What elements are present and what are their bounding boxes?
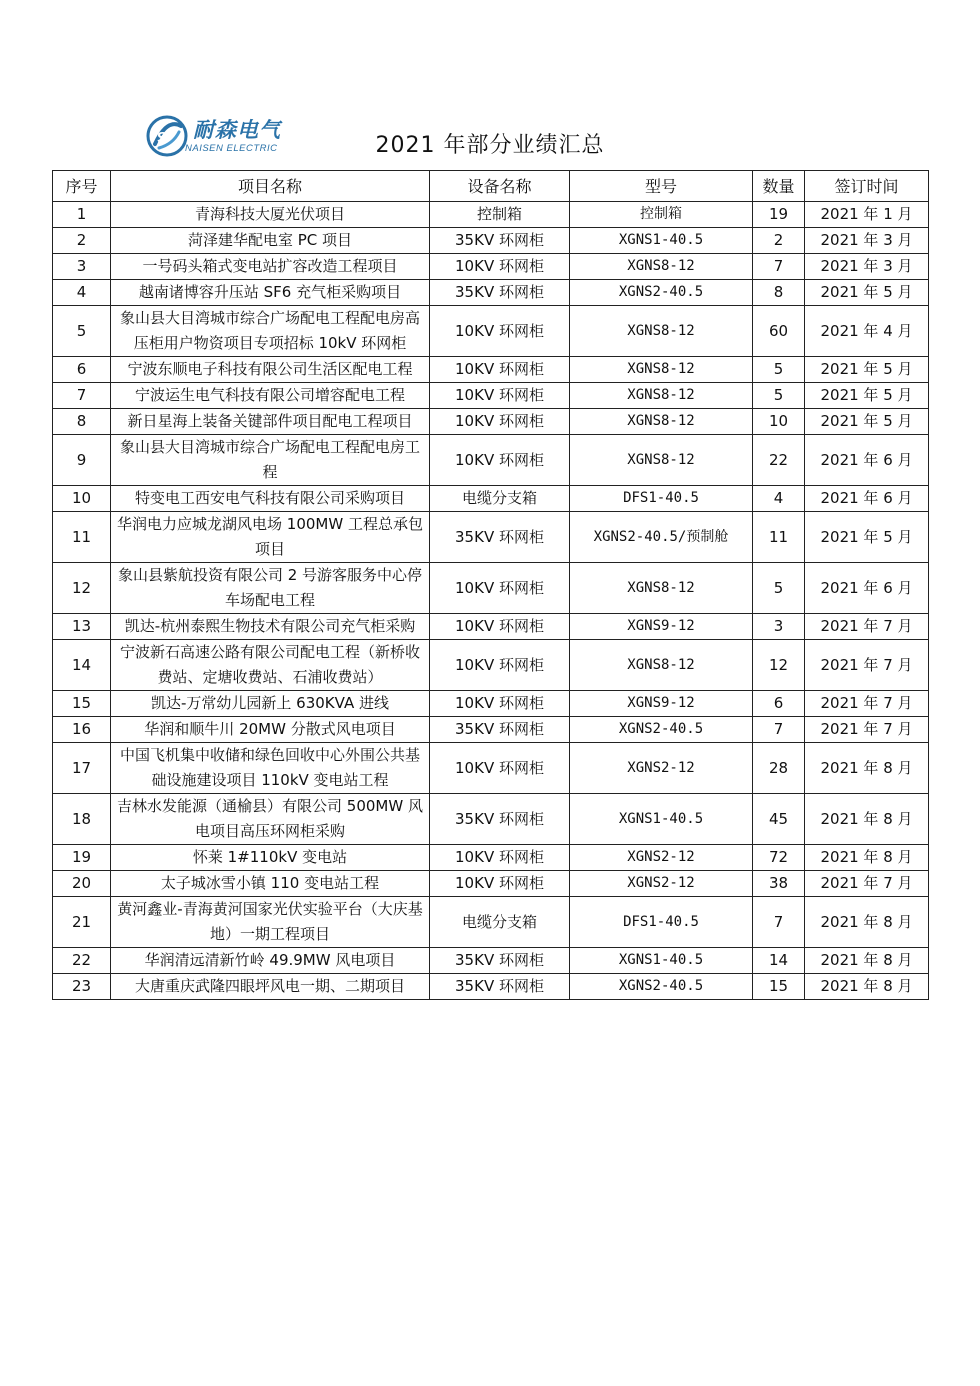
- cell-project: 宁波东顺电子科技有限公司生活区配电工程: [111, 357, 430, 383]
- table-row: [53, 254, 929, 280]
- table-row: [53, 948, 929, 974]
- table-header: [53, 171, 929, 202]
- cell-model: XGNS9-12: [570, 614, 753, 640]
- cell-qty: 7: [753, 897, 805, 948]
- cell-project: 宁波新石高速公路有限公司配电工程（新桥收费站、定塘收费站、石浦收费站）: [111, 640, 430, 691]
- table-row: [53, 512, 929, 563]
- cell-model: 控制箱: [570, 202, 753, 228]
- cell-date: 2021 年 8 月: [805, 948, 929, 974]
- cell-project: 吉林水发能源（通榆县）有限公司 500MW 风电项目高压环网柜采购: [111, 794, 430, 845]
- cell-no: 2: [53, 228, 111, 254]
- cell-no: 3: [53, 254, 111, 280]
- cell-qty: 6: [753, 691, 805, 717]
- cell-equipment: 电缆分支箱: [430, 486, 570, 512]
- cell-equipment: 35KV 环网柜: [430, 228, 570, 254]
- table-row: [53, 871, 929, 897]
- cell-no: 15: [53, 691, 111, 717]
- cell-project: 新日星海上装备关键部件项目配电工程项目: [111, 409, 430, 435]
- cell-equipment: 35KV 环网柜: [430, 280, 570, 306]
- table-row: [53, 383, 929, 409]
- cell-qty: 22: [753, 435, 805, 486]
- cell-equipment: 35KV 环网柜: [430, 948, 570, 974]
- cell-no: 9: [53, 435, 111, 486]
- cell-equipment: 控制箱: [430, 202, 570, 228]
- cell-date: 2021 年 7 月: [805, 640, 929, 691]
- cell-qty: 11: [753, 512, 805, 563]
- cell-no: 4: [53, 280, 111, 306]
- cell-no: 11: [53, 512, 111, 563]
- cell-date: 2021 年 5 月: [805, 280, 929, 306]
- table-row: [53, 974, 929, 1000]
- cell-qty: 28: [753, 743, 805, 794]
- cell-qty: 60: [753, 306, 805, 357]
- cell-qty: 15: [753, 974, 805, 1000]
- cell-project: 太子城冰雪小镇 110 变电站工程: [111, 871, 430, 897]
- table-row: [53, 409, 929, 435]
- table-row: [53, 435, 929, 486]
- cell-equipment: 10KV 环网柜: [430, 845, 570, 871]
- cell-date: 2021 年 8 月: [805, 845, 929, 871]
- cell-date: 2021 年 8 月: [805, 794, 929, 845]
- cell-model: XGNS1-40.5: [570, 228, 753, 254]
- table-row: [53, 640, 929, 691]
- cell-project: 凯达-杭州泰熙生物技术有限公司充气柜采购: [111, 614, 430, 640]
- cell-project: 青海科技大厦光伏项目: [111, 202, 430, 228]
- cell-date: 2021 年 5 月: [805, 409, 929, 435]
- column-header-project: 项目名称: [111, 171, 430, 202]
- column-header-qty: 数量: [753, 171, 805, 202]
- cell-no: 7: [53, 383, 111, 409]
- logo-name-en: NAISEN ELECTRIC: [185, 143, 278, 154]
- column-header-date: 签订时间: [805, 171, 929, 202]
- cell-project: 华润清远清新竹岭 49.9MW 风电项目: [111, 948, 430, 974]
- cell-equipment: 35KV 环网柜: [430, 512, 570, 563]
- cell-model: XGNS2-12: [570, 743, 753, 794]
- cell-no: 6: [53, 357, 111, 383]
- cell-model: XGNS2-12: [570, 845, 753, 871]
- cell-project: 凯达-万常幼儿园新上 630KVA 进线: [111, 691, 430, 717]
- cell-no: 14: [53, 640, 111, 691]
- cell-model: XGNS8-12: [570, 383, 753, 409]
- cell-date: 2021 年 4 月: [805, 306, 929, 357]
- cell-model: DFS1-40.5: [570, 897, 753, 948]
- header-row: [53, 171, 929, 202]
- cell-no: 21: [53, 897, 111, 948]
- cell-project: 菏泽建华配电室 PC 项目: [111, 228, 430, 254]
- cell-date: 2021 年 8 月: [805, 974, 929, 1000]
- cell-equipment: 10KV 环网柜: [430, 357, 570, 383]
- column-header-model: 型号: [570, 171, 753, 202]
- cell-qty: 14: [753, 948, 805, 974]
- cell-project: 华润和顺牛川 20MW 分散式风电项目: [111, 717, 430, 743]
- cell-no: 19: [53, 845, 111, 871]
- table-row: [53, 357, 929, 383]
- cell-date: 2021 年 3 月: [805, 254, 929, 280]
- table-row: [53, 691, 929, 717]
- cell-model: XGNS8-12: [570, 435, 753, 486]
- cell-equipment: 35KV 环网柜: [430, 974, 570, 1000]
- cell-date: 2021 年 6 月: [805, 563, 929, 614]
- cell-model: XGNS1-40.5: [570, 794, 753, 845]
- cell-model: DFS1-40.5: [570, 486, 753, 512]
- cell-equipment: 10KV 环网柜: [430, 254, 570, 280]
- cell-qty: 3: [753, 614, 805, 640]
- cell-date: 2021 年 7 月: [805, 717, 929, 743]
- cell-project: 象山县大目湾城市综合广场配电工程配电房工程: [111, 435, 430, 486]
- cell-equipment: 10KV 环网柜: [430, 640, 570, 691]
- cell-no: 22: [53, 948, 111, 974]
- cell-project: 黄河鑫业-青海黄河国家光伏实验平台（大庆基地）一期工程项目: [111, 897, 430, 948]
- cell-no: 17: [53, 743, 111, 794]
- cell-model: XGNS2-40.5: [570, 974, 753, 1000]
- cell-project: 越南诸博容升压站 SF6 充气柜采购项目: [111, 280, 430, 306]
- cell-model: XGNS2-40.5/预制舱: [570, 512, 753, 563]
- cell-no: 1: [53, 202, 111, 228]
- table-row: [53, 743, 929, 794]
- cell-no: 5: [53, 306, 111, 357]
- column-header-no: 序号: [53, 171, 111, 202]
- cell-date: 2021 年 3 月: [805, 228, 929, 254]
- cell-date: 2021 年 1 月: [805, 202, 929, 228]
- table-row: [53, 897, 929, 948]
- cell-project: 怀莱 1#110kV 变电站: [111, 845, 430, 871]
- cell-equipment: 10KV 环网柜: [430, 871, 570, 897]
- cell-qty: 8: [753, 280, 805, 306]
- cell-qty: 7: [753, 254, 805, 280]
- cell-qty: 5: [753, 383, 805, 409]
- cell-project: 中国飞机集中收储和绿色回收中心外围公共基础设施建设项目 110kV 变电站工程: [111, 743, 430, 794]
- cell-qty: 2: [753, 228, 805, 254]
- cell-no: 8: [53, 409, 111, 435]
- cell-qty: 10: [753, 409, 805, 435]
- page-title: 2021 年部分业绩汇总: [375, 133, 605, 158]
- table-row: [53, 845, 929, 871]
- cell-model: XGNS9-12: [570, 691, 753, 717]
- cell-qty: 12: [753, 640, 805, 691]
- cell-qty: 5: [753, 357, 805, 383]
- cell-model: XGNS8-12: [570, 306, 753, 357]
- table-row: [53, 614, 929, 640]
- cell-model: XGNS8-12: [570, 357, 753, 383]
- table-row: [53, 228, 929, 254]
- table-row: [53, 486, 929, 512]
- cell-qty: 38: [753, 871, 805, 897]
- svg-text:S: S: [157, 130, 168, 147]
- cell-no: 16: [53, 717, 111, 743]
- cell-equipment: 10KV 环网柜: [430, 409, 570, 435]
- cell-date: 2021 年 7 月: [805, 614, 929, 640]
- cell-equipment: 10KV 环网柜: [430, 691, 570, 717]
- table-row: [53, 717, 929, 743]
- cell-no: 13: [53, 614, 111, 640]
- cell-equipment: 10KV 环网柜: [430, 614, 570, 640]
- cell-date: 2021 年 6 月: [805, 435, 929, 486]
- cell-project: 华润电力应城龙湖风电场 100MW 工程总承包项目: [111, 512, 430, 563]
- cell-date: 2021 年 7 月: [805, 871, 929, 897]
- table-row: [53, 306, 929, 357]
- cell-no: 18: [53, 794, 111, 845]
- logo-name-cn: 耐森电气: [193, 117, 281, 142]
- cell-project: 宁波运生电气科技有限公司增容配电工程: [111, 383, 430, 409]
- column-header-equipment: 设备名称: [430, 171, 570, 202]
- cell-project: 一号码头箱式变电站扩容改造工程项目: [111, 254, 430, 280]
- cell-project: 特变电工西安电气科技有限公司采购项目: [111, 486, 430, 512]
- cell-model: XGNS2-40.5: [570, 280, 753, 306]
- cell-qty: 72: [753, 845, 805, 871]
- table-body: [53, 202, 929, 1000]
- cell-date: 2021 年 7 月: [805, 691, 929, 717]
- cell-no: 12: [53, 563, 111, 614]
- cell-no: 10: [53, 486, 111, 512]
- cell-equipment: 10KV 环网柜: [430, 563, 570, 614]
- cell-project: 大唐重庆武隆四眼坪风电一期、二期项目: [111, 974, 430, 1000]
- table-row: [53, 280, 929, 306]
- table-row: [53, 563, 929, 614]
- cell-project: 象山县紫航投资有限公司 2 号游客服务中心停车场配电工程: [111, 563, 430, 614]
- cell-equipment: 35KV 环网柜: [430, 794, 570, 845]
- cell-date: 2021 年 5 月: [805, 512, 929, 563]
- cell-equipment: 10KV 环网柜: [430, 306, 570, 357]
- cell-date: 2021 年 6 月: [805, 486, 929, 512]
- cell-model: XGNS2-40.5: [570, 717, 753, 743]
- cell-qty: 7: [753, 717, 805, 743]
- cell-date: 2021 年 5 月: [805, 357, 929, 383]
- cell-model: XGNS2-12: [570, 871, 753, 897]
- table-row: [53, 202, 929, 228]
- cell-model: XGNS8-12: [570, 640, 753, 691]
- cell-no: 20: [53, 871, 111, 897]
- cell-project: 象山县大目湾城市综合广场配电工程配电房高压柜用户物资项目专项招标 10kV 环网柜: [111, 306, 430, 357]
- cell-equipment: 10KV 环网柜: [430, 743, 570, 794]
- cell-qty: 4: [753, 486, 805, 512]
- cell-equipment: 35KV 环网柜: [430, 717, 570, 743]
- cell-qty: 45: [753, 794, 805, 845]
- cell-model: XGNS8-12: [570, 563, 753, 614]
- table-row: [53, 794, 929, 845]
- cell-equipment: 电缆分支箱: [430, 897, 570, 948]
- performance-table: [52, 170, 929, 1000]
- cell-qty: 5: [753, 563, 805, 614]
- cell-date: 2021 年 8 月: [805, 897, 929, 948]
- cell-date: 2021 年 5 月: [805, 383, 929, 409]
- cell-model: XGNS8-12: [570, 409, 753, 435]
- cell-equipment: 10KV 环网柜: [430, 435, 570, 486]
- cell-model: XGNS1-40.5: [570, 948, 753, 974]
- cell-equipment: 10KV 环网柜: [430, 383, 570, 409]
- cell-no: 23: [53, 974, 111, 1000]
- cell-qty: 19: [753, 202, 805, 228]
- cell-date: 2021 年 8 月: [805, 743, 929, 794]
- cell-model: XGNS8-12: [570, 254, 753, 280]
